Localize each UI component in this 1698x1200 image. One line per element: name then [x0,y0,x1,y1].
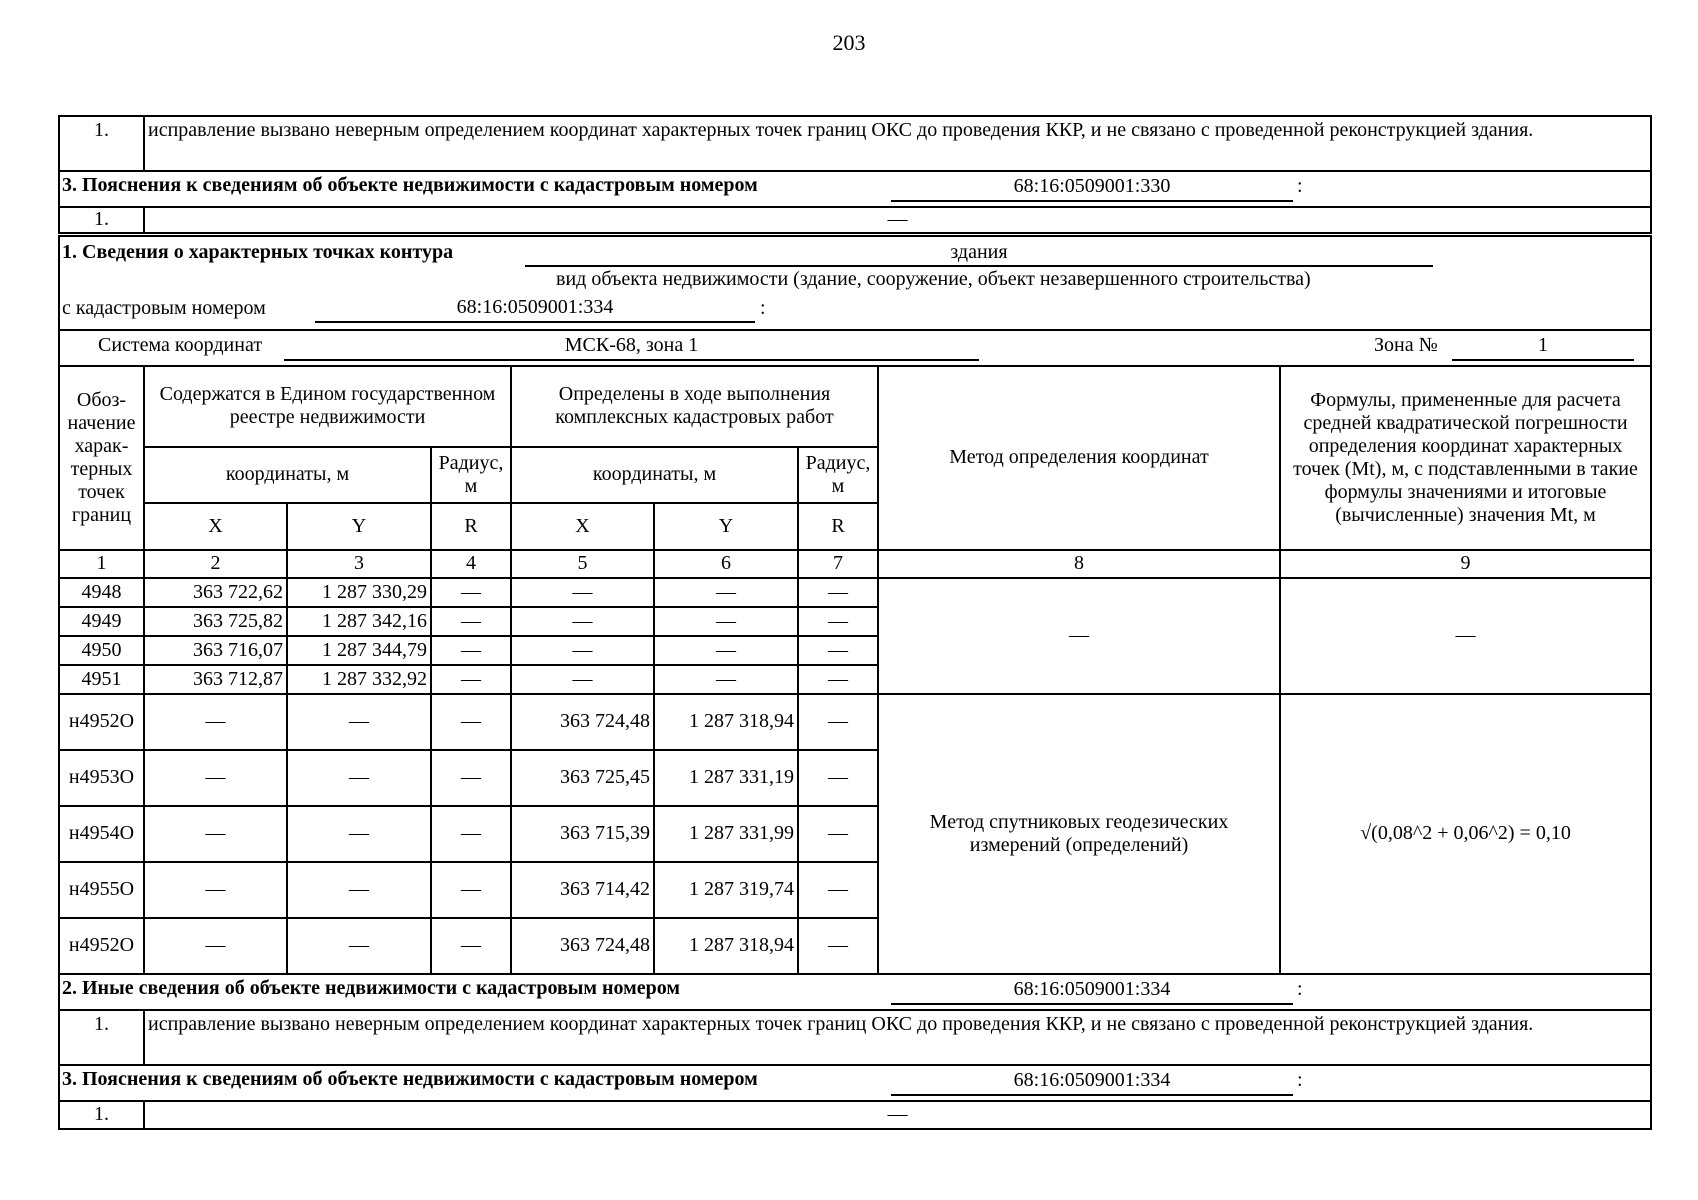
kkr-y-value: 1 287 318,94 [654,694,798,750]
column-numbers-row [59,550,1651,578]
top-item-text: исправление вызвано неверным определением координат характерных точек границ ОКС до проведения ККР, и не связано с проведенной реконструкцией здания. [144,116,1651,171]
kkr-x-value: — [511,665,654,694]
point-name: 4948 [59,578,144,607]
existing-method: — [878,578,1280,694]
kkr-y-value: — [654,636,798,665]
kkr-x-value: 363 714,42 [511,862,654,918]
egrn-r-value: — [431,694,511,750]
header-egrn-r: R [431,503,511,550]
header-egrn-x: X [144,503,287,550]
egrn-x-value: 363 712,87 [144,665,287,694]
kkr-y-value: 1 287 331,99 [654,806,798,862]
column-number: 7 [798,550,878,578]
egrn-y-value: 1 287 344,79 [287,636,431,665]
egrn-y-value: 1 287 330,29 [287,578,431,607]
top-explanation-value: — [144,207,1651,234]
top-section3-line [60,172,1650,206]
bottom-section3-row [59,1065,1651,1101]
point-name: н4952О [59,694,144,750]
header-kkr-coords: координаты, м [511,447,798,503]
header-egrn: Содержатся в Едином государственном реестре недвижимости [144,366,511,447]
kkr-y-value: 1 287 319,74 [654,862,798,918]
kkr-y-value: — [654,578,798,607]
table-row [59,694,1651,750]
top-item-row [59,116,1651,171]
egrn-x-value: 363 722,62 [144,578,287,607]
kkr-r-value: — [798,665,878,694]
kkr-x-value: 363 724,48 [511,694,654,750]
egrn-x-value: — [144,750,287,806]
kkr-r-value: — [798,607,878,636]
header-kkr-y: Y [654,503,798,550]
top-explanation-row [59,207,1651,234]
header-kkr-radius: Радиус, м [798,447,878,503]
bottom-item-row [59,1010,1651,1065]
egrn-r-value: — [431,862,511,918]
kkr-x-value: — [511,636,654,665]
bottom-section2-row [59,974,1651,1010]
point-name: н4952О [59,918,144,974]
egrn-r-value: — [431,918,511,974]
section1-title: 1. Сведения о характерных точках контура [62,240,454,263]
column-number: 8 [878,550,1280,578]
column-number: 6 [654,550,798,578]
header-formulas: Формулы, примененные для расчета средней квадратической погрешности определения координат характерных точек (Mt), м, с подставленными в такие формулы значениями и итоговые (вычисленные) значения Mt, м [1280,366,1651,550]
kkr-x-value: — [511,578,654,607]
bottom-section3-cadnum: 68:16:0509001:334 [891,1069,1293,1096]
kkr-r-value: — [798,918,878,974]
cadnum-label: с кадастровым номером [62,296,266,319]
point-name: 4949 [59,607,144,636]
table-row [59,578,1651,607]
top-explanation-number: 1. [59,207,144,234]
section1-colon: : [760,296,766,319]
zone-label: Зона № [1374,333,1438,356]
kkr-x-value: — [511,607,654,636]
header-row-1 [59,366,1651,447]
column-number: 3 [287,550,431,578]
header-kkr: Определены в ходе выполнения комплексных кадастровых работ [511,366,878,447]
bottom-section2-cadnum: 68:16:0509001:334 [891,978,1293,1005]
section1-header-row [59,234,1651,330]
coord-system-row [59,330,1651,366]
egrn-r-value: — [431,578,511,607]
egrn-x-value: 363 725,82 [144,607,287,636]
bottom-section3-colon: : [1297,1068,1303,1091]
header-egrn-radius: Радиус, м [431,447,511,503]
coord-system-label: Система координат [98,333,263,356]
egrn-r-value: — [431,806,511,862]
kkr-r-value: — [798,750,878,806]
new-method: Метод спутниковых геодезических измерений (определений) [878,694,1280,974]
header-kkr-r: R [798,503,878,550]
egrn-y-value: — [287,806,431,862]
egrn-y-value: — [287,694,431,750]
header-egrn-coords: координаты, м [144,447,431,503]
object-kind: здания [525,241,1433,267]
new-formula: √(0,08^2 + 0,06^2) = 0,10 [1280,694,1651,974]
existing-formula: — [1280,578,1651,694]
kkr-x-value: 363 725,45 [511,750,654,806]
cadastral-table [58,115,1652,1130]
top-section3-title: 3. Пояснения к сведениям об объекте недвижимости с кадастровым номером [62,174,758,196]
bottom-section2-line [60,975,1650,1009]
egrn-r-value: — [431,665,511,694]
egrn-r-value: — [431,607,511,636]
kkr-r-value: — [798,862,878,918]
top-item-number: 1. [59,116,144,171]
kkr-r-value: — [798,694,878,750]
egrn-y-value: 1 287 332,92 [287,665,431,694]
bottom-explanation-value: — [144,1101,1651,1129]
egrn-x-value: 363 716,07 [144,636,287,665]
bottom-section2-colon: : [1297,977,1303,1000]
coord-system-value: МСК-68, зона 1 [284,334,979,361]
bottom-item-text: исправление вызвано неверным определением координат характерных точек границ ОКС до проведения ККР, и не связано с проведенной реконструкцией здания. [144,1010,1651,1065]
point-name: 4950 [59,636,144,665]
point-name: н4953О [59,750,144,806]
bottom-explanation-row [59,1101,1651,1129]
bottom-section3-line [60,1066,1650,1100]
section1-header [60,237,1650,329]
bottom-explanation-number: 1. [59,1101,144,1129]
egrn-x-value: — [144,918,287,974]
egrn-r-value: — [431,750,511,806]
egrn-y-value: — [287,918,431,974]
kkr-y-value: 1 287 331,19 [654,750,798,806]
header-method: Метод определения координат [878,366,1280,550]
bottom-section2-title: 2. Иные сведения об объекте недвижимости с кадастровым номером [62,976,681,999]
kkr-y-value: — [654,607,798,636]
top-section3-colon: : [1297,175,1303,197]
egrn-r-value: — [431,636,511,665]
page-number: 203 [832,30,866,55]
kkr-y-value: — [654,665,798,694]
column-number: 2 [144,550,287,578]
kkr-r-value: — [798,806,878,862]
bottom-item-number: 1. [59,1010,144,1065]
egrn-x-value: — [144,694,287,750]
kkr-r-value: — [798,578,878,607]
kkr-x-value: 363 715,39 [511,806,654,862]
column-number: 4 [431,550,511,578]
top-section3-row [59,171,1651,207]
column-number: 5 [511,550,654,578]
egrn-y-value: — [287,750,431,806]
kkr-y-value: 1 287 318,94 [654,918,798,974]
header-kkr-x: X [511,503,654,550]
egrn-x-value: — [144,862,287,918]
egrn-y-value: 1 287 342,16 [287,607,431,636]
kkr-r-value: — [798,636,878,665]
egrn-x-value: — [144,806,287,862]
point-name: 4951 [59,665,144,694]
object-kind-caption: вид объекта недвижимости (здание, сооружение, объект незавершенного строительства) [556,267,1311,290]
kkr-x-value: 363 724,48 [511,918,654,974]
top-section3-cadnum: 68:16:0509001:330 [891,175,1293,202]
header-point-designation: Обоз-начение харак-терных точек границ [59,366,144,550]
column-number: 1 [59,550,144,578]
point-name: н4955О [59,862,144,918]
point-name: н4954О [59,806,144,862]
zone-value: 1 [1452,334,1634,361]
bottom-section3-title: 3. Пояснения к сведениям об объекте недвижимости с кадастровым номером [62,1067,758,1090]
section1-cadnum: 68:16:0509001:334 [315,296,755,323]
header-egrn-y: Y [287,503,431,550]
coord-system-line [60,331,1650,365]
column-number: 9 [1280,550,1651,578]
egrn-y-value: — [287,862,431,918]
